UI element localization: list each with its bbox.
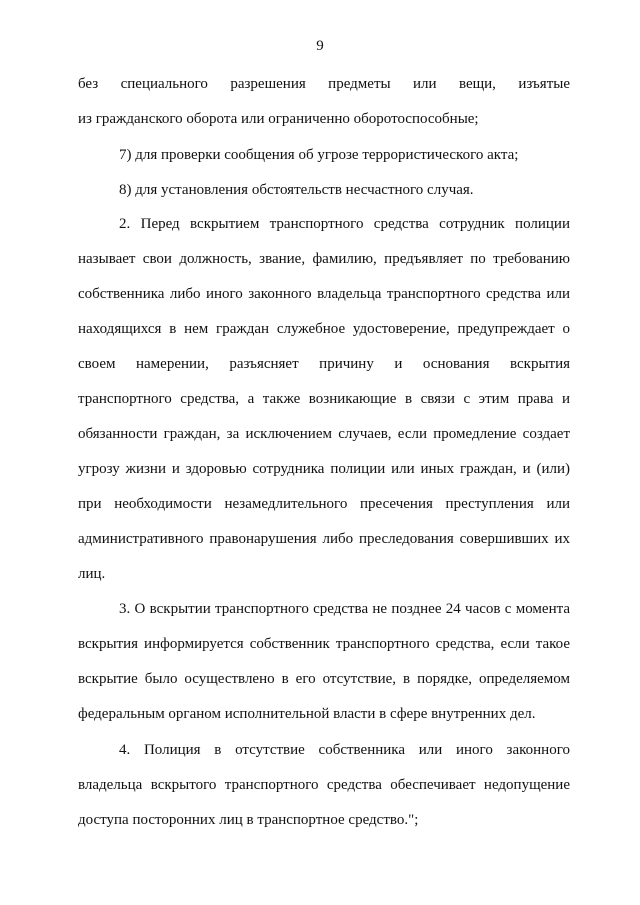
text-line: владельца вскрытого транспортного средства обеспечивает недопущение: [78, 777, 570, 793]
text-line: угрозу жизни и здоровью сотрудника полиции или иных граждан, и (или): [78, 461, 570, 477]
text-line: транспортного средства, а также возникающие в связи с этим права и: [78, 391, 570, 407]
text-line: собственника либо иного законного владельца транспортного средства или: [78, 286, 570, 302]
text-line: 7) для проверки сообщения об угрозе террористического акта;: [119, 147, 519, 163]
page-number: 9: [316, 38, 324, 54]
text-line: вскрытие было осуществлено в его отсутствие, в порядке, определяемом: [78, 671, 570, 687]
text-line: 8) для установления обстоятельств несчастного случая.: [119, 182, 474, 198]
text-line: из гражданского оборота или ограниченно оборотоспособные;: [78, 111, 479, 127]
text-line: без специального разрешения предметы или вещи, изъятые: [78, 76, 570, 92]
text-line: обязанности граждан, за исключением случаев, если промедление создает: [78, 426, 570, 442]
text-line: 3. О вскрытии транспортного средства не позднее 24 часов с момента: [119, 601, 570, 617]
text-line: своем намерении, разъясняет причину и основания вскрытия: [78, 356, 570, 372]
text-line: 2. Перед вскрытием транспортного средства сотрудник полиции: [119, 216, 570, 232]
text-line: 4. Полиция в отсутствие собственника или иного законного: [119, 742, 570, 758]
text-line: федеральным органом исполнительной власти в сфере внутренних дел.: [78, 706, 536, 722]
text-line: при необходимости незамедлительного пресечения преступления или: [78, 496, 570, 512]
text-line: лиц.: [78, 566, 106, 582]
text-line: находящихся в нем граждан служебное удостоверение, предупреждает о: [78, 321, 570, 337]
text-line: административного правонарушения либо преследования совершивших их: [78, 531, 570, 547]
text-line: доступа посторонних лиц в транспортное средство.";: [78, 812, 419, 828]
text-line: вскрытия информируется собственник транспортного средства, если такое: [78, 636, 570, 652]
text-line: называет свои должность, звание, фамилию, предъявляет по требованию: [78, 251, 570, 267]
